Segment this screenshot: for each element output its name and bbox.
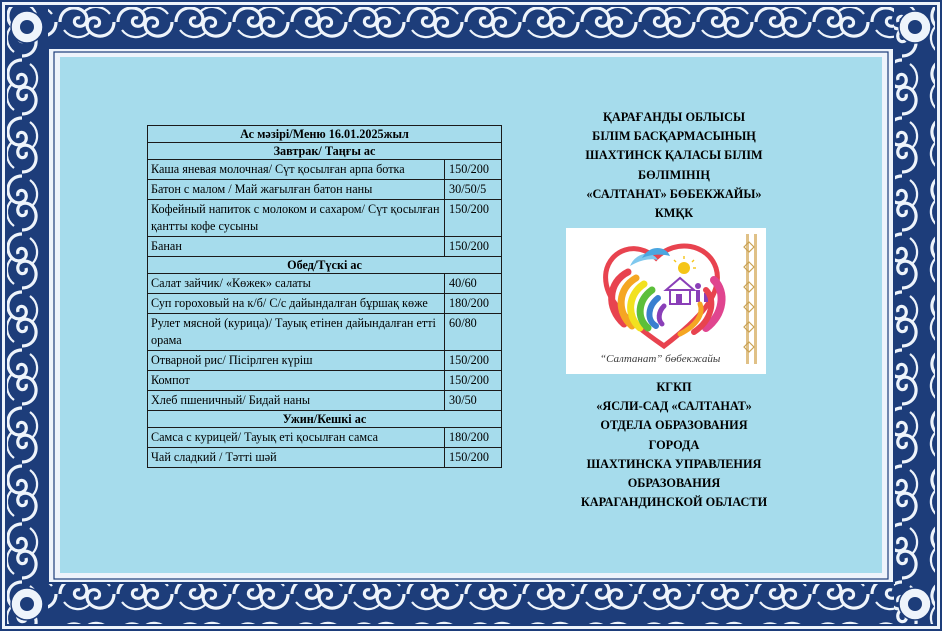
portion-amount: 150/200 [445, 371, 502, 391]
org-ru-line: КГКП [656, 380, 692, 394]
section-heading-row [148, 411, 502, 428]
menu-table [147, 125, 502, 468]
section-heading-row [148, 257, 502, 274]
org-name-kz [560, 108, 788, 223]
menu-item-row [148, 160, 502, 180]
dish-name: Рулет мясной (курица)/ Тауық етінен дайындалған етті орама [148, 314, 445, 351]
dish-name: Хлеб пшеничный/ Бидай наны [148, 391, 445, 411]
portion-amount: 150/200 [445, 351, 502, 371]
org-name-ru [560, 378, 788, 512]
menu-title-row [148, 126, 502, 143]
portion-amount: 60/80 [445, 314, 502, 351]
org-kz-line: КМҚК [654, 206, 694, 221]
menu-item-row [148, 294, 502, 314]
menu-item-row [148, 180, 502, 200]
portion-amount: 30/50 [445, 391, 502, 411]
org-ru-line: ОБРАЗОВАНИЯ [627, 476, 721, 491]
menu-item-row [148, 314, 502, 351]
section-heading: Обед/Түскі ас [148, 257, 502, 274]
portion-amount: 150/200 [445, 200, 502, 237]
portion-amount: 40/60 [445, 274, 502, 294]
portion-amount: 180/200 [445, 294, 502, 314]
dish-name: Чай сладкий / Тәтті шәй [148, 448, 445, 468]
org-ru-line: ОТДЕЛА ОБРАЗОВАНИЯ [600, 418, 748, 433]
dish-name: Отварной рис/ Пісірлген күріш [148, 351, 445, 371]
menu-item-row [148, 351, 502, 371]
menu-item-row [148, 371, 502, 391]
section-heading: Завтрак/ Таңғы ас [148, 143, 502, 160]
kindergarten-logo [566, 228, 766, 374]
org-ru-line: «ЯСЛИ-САД «САЛТАНАТ» [596, 399, 752, 414]
dish-name: Кофейный напиток с молоком и сахаром/ Сүт қосылған қантты кофе сусыны [148, 200, 445, 237]
dish-name: Самса с курицей/ Тауық еті қосылған самса [148, 428, 445, 448]
portion-amount: 30/50/5 [445, 180, 502, 200]
org-ru-line: КАРАГАНДИНСКОЙ ОБЛАСТИ [580, 495, 768, 510]
org-kz-line: «САЛТАНАТ» БӨБЕКЖАЙЫ» [586, 186, 762, 201]
portion-amount: 150/200 [445, 160, 502, 180]
menu-item-row [148, 428, 502, 448]
dish-name: Батон с малом / Май жағылған батон наны [148, 180, 445, 200]
portion-amount: 180/200 [445, 428, 502, 448]
menu-item-row [148, 274, 502, 294]
menu-item-row [148, 200, 502, 237]
section-heading: Ужин/Кешкі ас [148, 411, 502, 428]
menu-item-row [148, 237, 502, 257]
dish-name: Компот [148, 371, 445, 391]
menu-item-row [148, 391, 502, 411]
org-ru-line: ГОРОДА [648, 437, 700, 452]
org-ru-line: ШАХТИНСКА УПРАВЛЕНИЯ [586, 456, 762, 471]
logo-caption: “Салтанат” бөбекжайы [600, 353, 721, 365]
menu-title: Ас мәзірі/Меню 16.01.2025жыл [148, 126, 502, 143]
org-kz-line: ҚАРАҒАНДЫ ОБЛЫСЫ [602, 110, 746, 124]
dish-name: Банан [148, 237, 445, 257]
dish-name: Салат зайчик/ «Көжек» салаты [148, 274, 445, 294]
org-kz-line: БІЛІМ БАСҚАРМАСЫНЫҢ [592, 129, 756, 144]
portion-amount: 150/200 [445, 237, 502, 257]
dish-name: Каша яневая молочная/ Сүт қосылған арпа ботка [148, 160, 445, 180]
dish-name: Суп гороховый на к/б/ С/с дайындалған бұршақ көже [148, 294, 445, 314]
section-heading-row [148, 143, 502, 160]
org-kz-line: ШАХТИНСК ҚАЛАСЫ БІЛІМ [585, 148, 763, 163]
menu-item-row [148, 448, 502, 468]
org-kz-line: БӨЛІМІНІҢ [638, 167, 710, 182]
portion-amount: 150/200 [445, 448, 502, 468]
